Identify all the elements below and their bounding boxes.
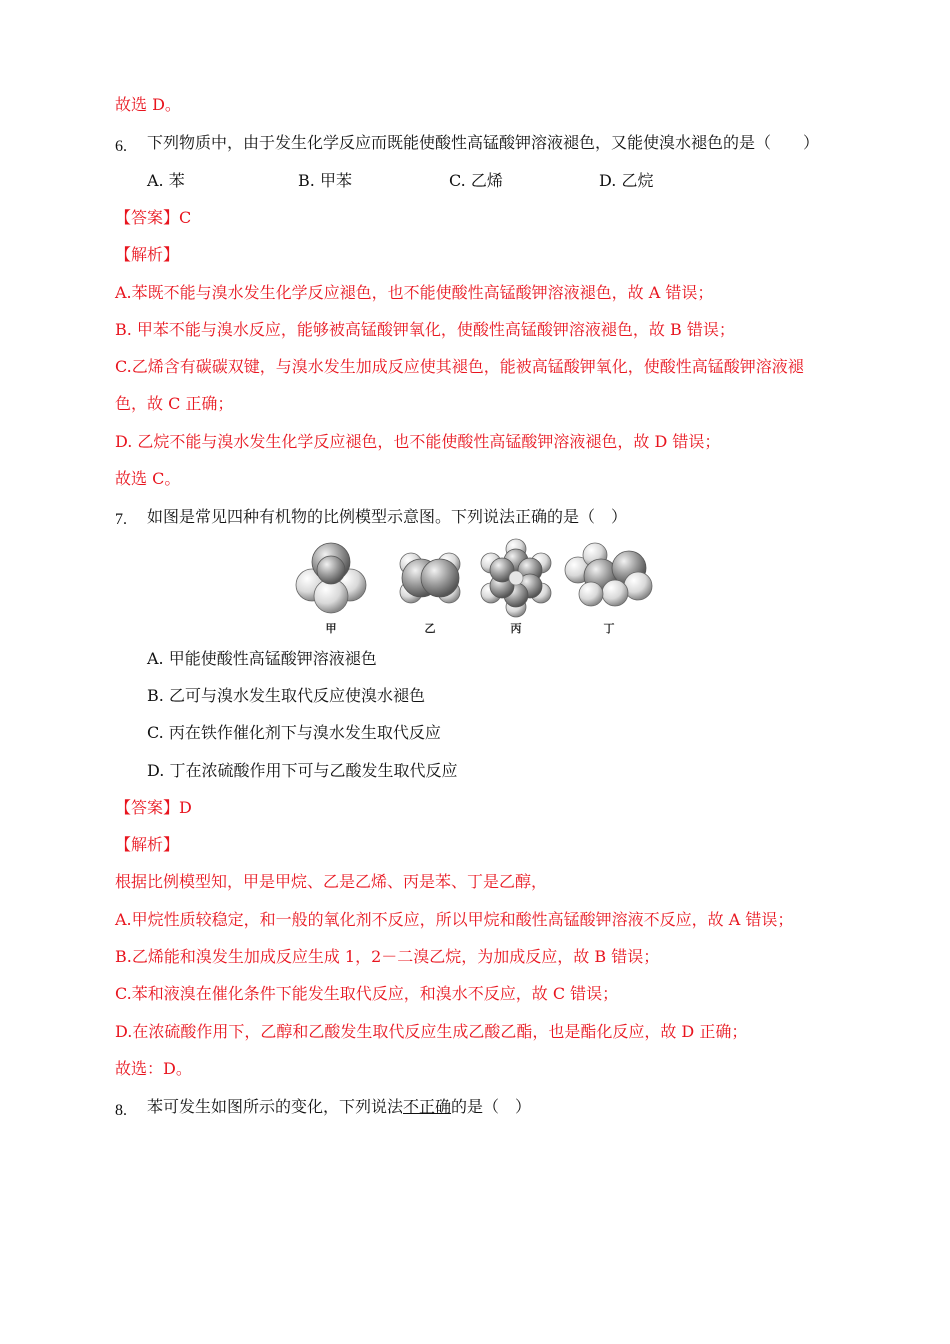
q6-option-c xyxy=(449,171,503,191)
q7-analysis-line: B.乙烯能和溴发生加成反应生成 1，2－二溴乙烷，为加成反应，故 B 错误； xyxy=(115,947,660,966)
q7-analysis-title: 【解析】 xyxy=(115,835,180,854)
q6-number: 6. xyxy=(115,138,127,155)
benzene-model xyxy=(481,539,551,617)
option-label: A. xyxy=(147,649,164,668)
option-text: 甲苯 xyxy=(319,171,352,190)
q7-option-a xyxy=(147,649,377,669)
q7-conclusion: 故选：D。 xyxy=(115,1059,192,1078)
option-text: 乙可与溴水发生取代反应使溴水褪色 xyxy=(168,686,425,705)
option-text: 丙在铁作催化剂下与溴水发生取代反应 xyxy=(168,723,441,742)
q6-analysis-line: A.苯既不能与溴水发生化学反应褪色，也不能使酸性高锰酸钾溶液褪色，故 A 错误； xyxy=(115,283,714,302)
q6-option-d xyxy=(599,171,653,191)
q6-option-b xyxy=(298,171,352,191)
option-label: A. xyxy=(147,171,164,190)
q7-analysis-line: 根据比例模型知，甲是甲烷、乙是乙烯、丙是苯、丁是乙醇， xyxy=(115,872,548,891)
q6-answer: 【答案】C xyxy=(115,208,192,227)
q7-option-b xyxy=(147,686,425,706)
q7-option-d xyxy=(147,761,457,781)
q7-analysis-line: C.苯和液溴在催化条件下能发生取代反应，和溴水不反应，故 C 错误； xyxy=(115,984,619,1003)
q7-analysis-line: D.在浓硫酸作用下，乙醇和乙酸发生取代反应生成乙酸乙酯，也是酯化反应，故 D 正确； xyxy=(115,1022,748,1041)
q7-analysis-line: A.甲烷性质较稳定，和一般的氧化剂不反应，所以甲烷和酸性高锰酸钾溶液不反应，故 A 错误； xyxy=(115,910,794,929)
q6-analysis-line: C.乙烯含有碳碳双键，与溴水发生加成反应使其褪色，能被高锰酸钾氧化，使酸性高锰酸钾溶液褪 xyxy=(115,357,804,376)
ethanol-model xyxy=(565,543,652,606)
q8-stem-underlined: 不正确 xyxy=(403,1097,452,1116)
option-label: C. xyxy=(147,723,164,742)
q7-stem: 如图是常见四种有机物的比例模型示意图。下列说法正确的是（ ） xyxy=(147,507,628,526)
q6-analysis-line: D. 乙烷不能与溴水发生化学反应褪色，也不能使酸性高锰酸钾溶液褪色，故 D 错误； xyxy=(115,432,721,451)
q6-option-a xyxy=(147,171,185,191)
q8-stem xyxy=(147,1097,531,1117)
q6-stem: 下列物质中，由于发生化学反应而既能使酸性高锰酸钾溶液褪色，又能使溴水褪色的是（ ） xyxy=(147,133,820,152)
option-text: 苯 xyxy=(168,171,185,190)
ethylene-model xyxy=(400,553,460,603)
option-label: D. xyxy=(599,171,617,190)
option-label: B. xyxy=(147,686,164,705)
option-text: 乙烯 xyxy=(470,171,503,190)
q7-answer: 【答案】D xyxy=(115,798,192,817)
q8-number: 8. xyxy=(115,1102,127,1119)
q6-conclusion: 故选 C。 xyxy=(115,469,181,488)
molecule-models-figure xyxy=(295,538,655,638)
option-text: 乙烷 xyxy=(621,171,654,190)
option-label: C. xyxy=(449,171,466,190)
q7-option-c xyxy=(147,723,441,743)
figure-label-bing: 丙 xyxy=(510,622,522,635)
option-label: D. xyxy=(147,761,165,780)
q6-analysis-line: 色，故 C 正确； xyxy=(115,394,234,413)
option-text: 甲能使酸性高锰酸钾溶液褪色 xyxy=(168,649,377,668)
prev-conclusion: 故选 D。 xyxy=(115,95,181,114)
q6-analysis-title: 【解析】 xyxy=(115,245,180,264)
figure-label-jia: 甲 xyxy=(325,622,337,635)
methane-model xyxy=(296,543,366,613)
q7-number: 7. xyxy=(115,511,127,528)
q6-analysis-line: B. 甲苯不能与溴水反应，能够被高锰酸钾氧化，使酸性高锰酸钾溶液褪色，故 B 错误； xyxy=(115,320,735,339)
figure-label-yi: 乙 xyxy=(424,622,436,635)
q8-stem-after: 的是（ ） xyxy=(451,1097,532,1116)
option-label: B. xyxy=(298,171,315,190)
figure-label-ding: 丁 xyxy=(603,622,615,635)
q8-stem-before: 苯可发生如图所示的变化，下列说法 xyxy=(147,1097,404,1116)
option-text: 丁在浓硫酸作用下可与乙酸发生取代反应 xyxy=(169,761,458,780)
